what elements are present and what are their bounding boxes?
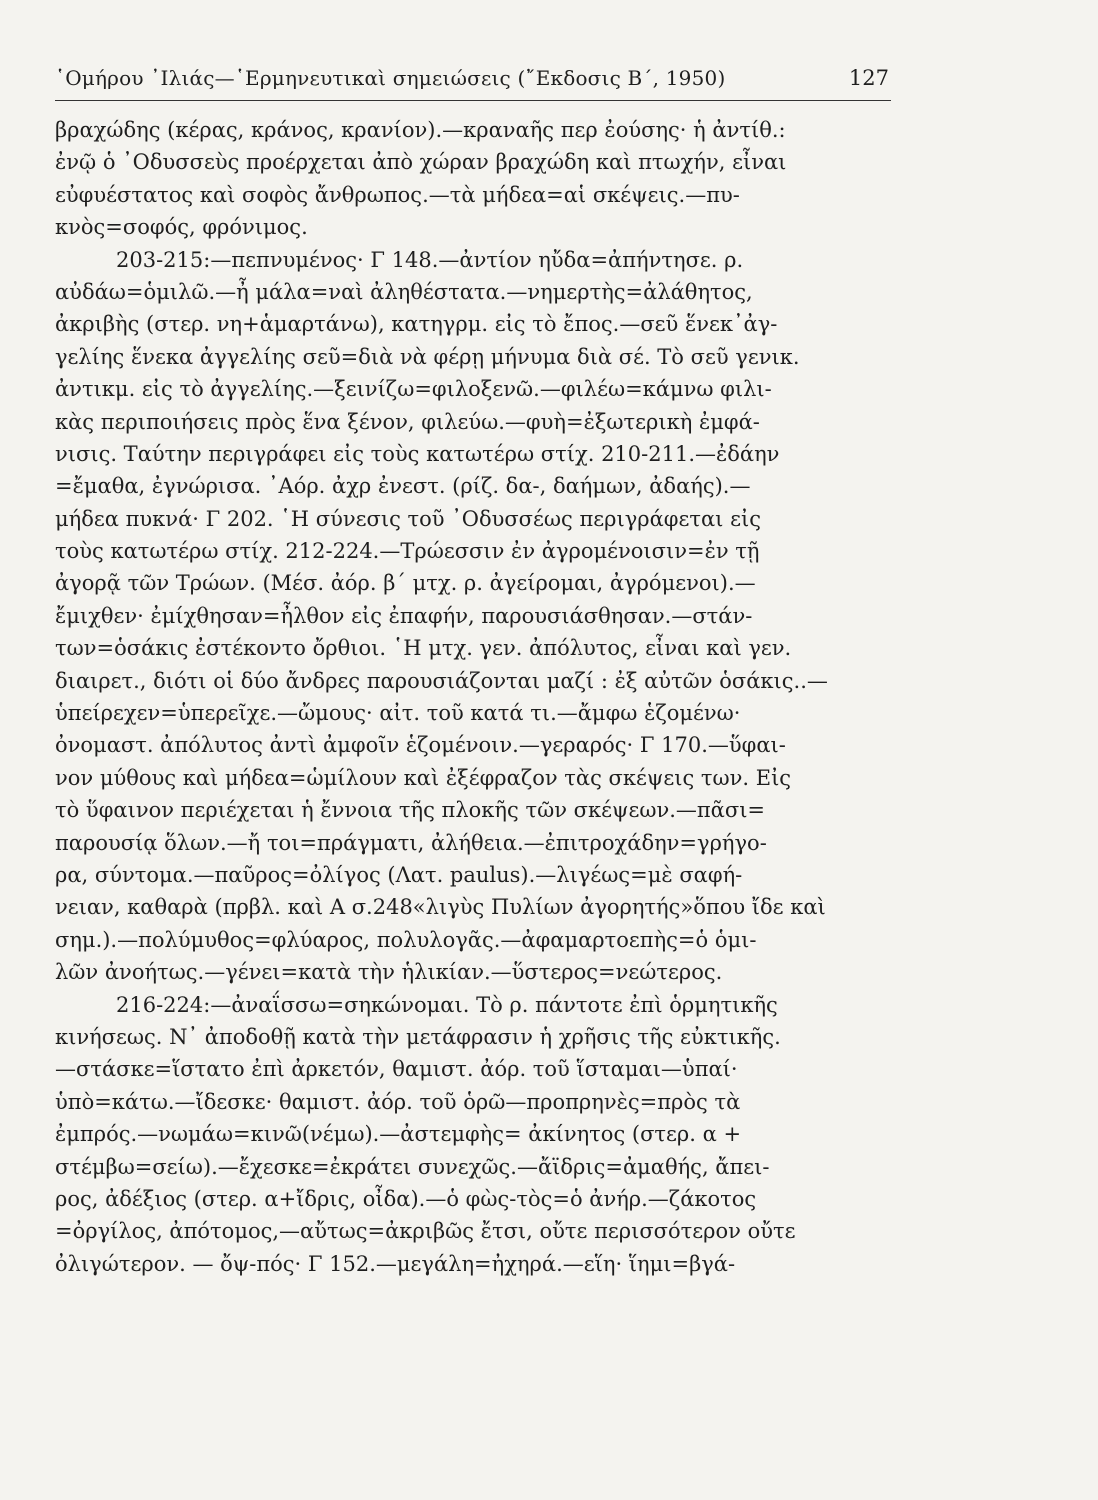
text-line: λῶν ἀνοήτως.—γένει=κατὰ τὴν ἡλικίαν.—ὕστερος=νεώτερος. [55,960,723,985]
text-line: ἀντικμ. εἰς τὸ ἀγγελίης.—ξεινίζω=φιλοξενῶ.—φιλέω=κάμνω φιλι- [55,377,772,402]
section-start-line: 216-224:—ἀναΐσσω=σηκώνομαι. Τὸ ρ. πάντοτε ἐπὶ ὁρμητικῆς [116,992,778,1017]
text-line: γελίης ἕνεκα ἀγγελίης σεῦ=διὰ νὰ φέρῃ μήνυμα διὰ σέ. Τὸ σεῦ γενικ. [55,344,800,369]
text-line: ἐμπρός.—νωμάω=κινῶ(νέμω).—ἀστεμφὴς= ἀκίνητος (στερ. α + [55,1122,742,1147]
text-line: νισις. Ταύτην περιγράφει εἰς τοὺς κατωτέρω στίχ. 210-211.—ἐδάην [55,441,780,466]
text-line: κνὸς=σοφός, φρόνιμος. [55,215,308,240]
text-line: τὸ ὕφαινον περιέχεται ἡ ἔννοια τῆς πλοκῆς τῶν σκέψεων.—πᾶσι= [55,798,766,823]
text-line: ἀγορᾷ τῶν Τρώων. (Μέσ. ἀόρ. β΄ μτχ. ρ. ἀγείρομαι, ἀγρόμενοι).— [55,571,756,596]
page-number: 127 [848,66,889,90]
text-line: κὰς περιποιήσεις πρὸς ἕνα ξένον, φιλεύω.—φυὴ=ἐξωτερικὴ ἐμφά- [55,409,760,434]
text-line: διαιρετ., διότι οἱ δύο ἄνδρες παρουσιάζονται μαζί : ἐξ αὐτῶν ὁσάκις..— [55,668,828,693]
text-line: νον μύθους καὶ μήδεα=ὡμίλουν καὶ ἐξέφραζον τὰς σκέψεις των. Εἰς [55,765,792,790]
text-line: παρουσίᾳ ὅλων.—ἤ τοι=πράγματι, ἀλήθεια.—ἐπιτροχάδην=γρήγο- [55,830,767,855]
commentary-text [55,114,889,1280]
text-line: νειαν, καθαρὰ (πρβλ. καὶ Α σ.248«λιγὺς Πυλίων ἀγορητής»ὅπου ἴδε καὶ [55,895,826,920]
running-header [55,66,893,100]
text-line: τοὺς κατωτέρω στίχ. 212-224.—Τρώεσσιν ἐν ἀγρομένοισιν=ἐν τῇ [55,539,760,564]
text-line: εὐφυέστατος καὶ σοφὸς ἄνθρωπος.—τὰ μήδεα=αἱ σκέψεις.—πυ- [55,182,740,207]
text-line: ὀλιγώτερον. — ὄψ-πός· Γ 152.—μεγάλη=ἠχηρά.—εἵη· ἵημι=βγά- [55,1251,736,1276]
text-line: ρα, σύντομα.—παῦρος=ὀλίγος (Λατ. paulus).—λιγέως=μὲ σαφή- [55,862,743,887]
text-line: αὐδάω=ὁμιλῶ.—ἦ μάλα=ναὶ ἀληθέστατα.—νημερτὴς=ἀλάθητος, [55,279,753,304]
section-start-line: 203-215:—πεπνυμένος· Γ 148.—ἀντίον ηὔδα=ἀπήντησε. ρ. [116,247,744,272]
text-line: ἐνῷ ὁ ᾽Οδυσσεὺς προέρχεται ἀπὸ χώραν βραχώδη καὶ πτωχήν, εἶναι [55,150,787,175]
text-line: =ἔμαθα, ἐγνώρισα. ᾽Αόρ. ἀχρ ἐνεστ. (ρίζ. δα-, δαήμων, ἀδαής).— [55,474,751,499]
text-line: —στάσκε=ἵστατο ἐπὶ ἀρκετόν, θαμιστ. ἀόρ. τοῦ ἵσταμαι—ὑπαί· [55,1057,738,1082]
text-line: ὀνομαστ. ἀπόλυτος ἀντὶ ἀμφοῖν ἑζομένοιν.—γεραρός· Γ 170.—ὕφαι- [55,733,786,758]
text-line: στέμβω=σείω).—ἔχεσκε=ἐκράτει συνεχῶς.—ἄϊδρις=ἀμαθής, ἄπει- [55,1154,770,1179]
text-line: ἔμιχθεν· ἐμίχθησαν=ἦλθον εἰς ἐπαφήν, παρουσιάσθησαν.—στάν- [55,603,753,628]
header-rule [55,100,891,101]
text-line: μήδεα πυκνά· Γ 202. ῾Η σύνεσις τοῦ ᾽Οδυσσέως περιγράφεται εἰς [55,506,761,531]
text-line: κινήσεως. Ν᾽ ἀποδοθῇ κατὰ τὴν μετάφρασιν ἡ χρῆσις τῆς εὐκτικῆς. [55,1024,781,1049]
text-line: σημ.).—πολύμυθος=φλύαρος, πολυλογᾶς.—ἀφαμαρτοεπὴς=ὁ ὁμι- [55,927,757,952]
text-line: βραχώδης (κέρας, κράνος, κρανίον).—κραναῆς περ ἐούσης· ἡ ἀντίθ.: [55,118,786,142]
text-line: των=ὁσάκις ἐστέκοντο ὄρθιοι. ῾Η μτχ. γεν. ἀπόλυτος, εἶναι καὶ γεν. [55,636,792,661]
text-line: ὑπείρεχεν=ὑπερεῖχε.—ὤμους· αἰτ. τοῦ κατά τι.—ἄμφω ἑζομένω· [55,701,741,726]
text-line: ἀκριβὴς (στερ. νη+ἁμαρτάνω), κατηγρμ. εἰς τὸ ἔπος.—σεῦ ἕνεκ᾽ἀγ- [55,312,778,337]
text-line: =ὀργίλος, ἀπότομος,—αὔτως=ἀκριβῶς ἔτσι, οὔτε περισσότερον οὔτε [55,1219,796,1244]
running-title: ῾Ομήρου ᾽Ιλιάς—῾Ερμηνευτικαὶ σημειώσεις (῎Εκδοσις Β΄, 1950) [55,66,726,90]
text-line: ὑπὸ=κάτω.—ἴδεσκε· θαμιστ. ἀόρ. τοῦ ὁρῶ—προπρηνὲς=πρὸς τὰ [55,1089,741,1114]
text-line: ρος, ἀδέξιος (στερ. α+ἴδρις, οἶδα).—ὁ φὼς-τὸς=ὁ ἀνήρ.—ζάκοτος [55,1186,757,1211]
